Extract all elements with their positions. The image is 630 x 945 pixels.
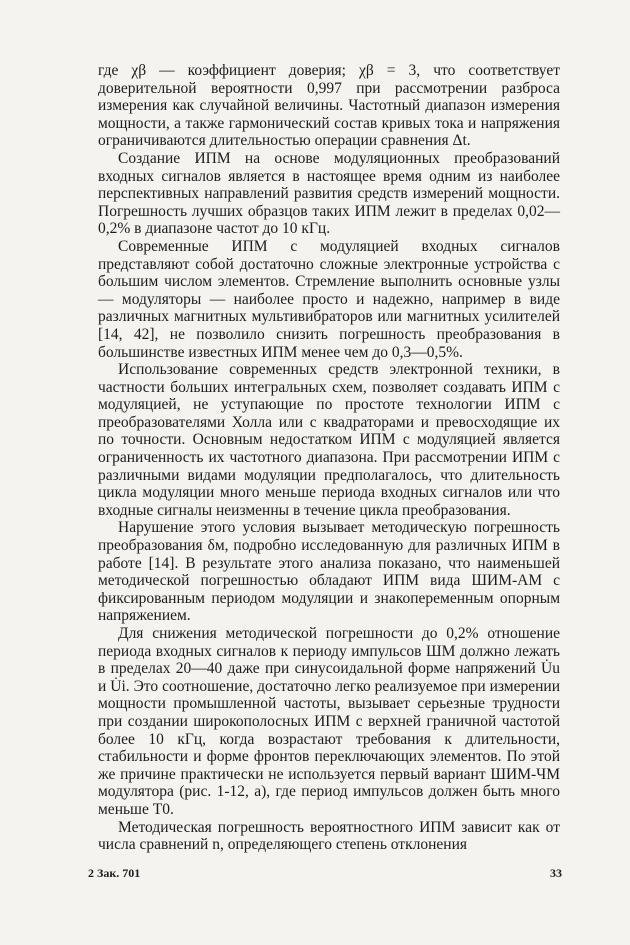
paragraph: Нарушение этого условия вызывает методическую погрешность преобразования δм, подробно исследованную для различных ИПМ в работе [14]. В результате этого анализа показано, что наименьшей методической погрешностью обладают ИПМ вида ШИМ-АМ с фиксированным периодом модуляции и знакопеременным опорным напряжением.: [98, 519, 560, 625]
paragraph: Использование современных средств электронной техники, в частности больших интегральных схем, позволяет создавать ИПМ с модуляцией, не уступающие по простоте технологии ИПМ с преобразователями Холла или с квадраторами и превосходящие их по точности. Основным недостатком ИПМ с модуляцией является ограниченность их частотного диапазона. При рассмотрении ИПМ с различными видами модуляции предполагалось, что длительность цикла модуляции много меньше периода входных сигналов или что входные сигналы неизменны в течение цикла преобразования.: [98, 361, 560, 519]
paragraph: Методическая погрешность вероятностного ИПМ зависит как от числа сравнений n, определяющего степень отклонения: [98, 818, 560, 854]
page-number: 33: [550, 866, 562, 880]
page-body: [98, 62, 560, 854]
paragraph: Современные ИПМ с модуляцией входных сигналов представляют собой достаточно сложные электронные устройства с большим числом элементов. Стремление выполнить основные узлы — модуляторы — наиболее просто и надежно, например в виде различных магнитных мультивибраторов или магнитных усилителей [14, 42], не позволило снизить погрешность преобразования в большинстве известных ИПМ менее чем до 0,3—0,5%.: [98, 237, 560, 361]
paragraph: Создание ИПМ на основе модуляционных преобразований входных сигналов является в настоящее время одним из наиболее перспективных направлений развития средств измерений мощности. Погрешность лучших образцов таких ИПМ лежит в пределах 0,02—0,2% в диапазоне частот до 10 кГц.: [98, 149, 560, 238]
printer-signature: 2 Зак. 701: [88, 866, 141, 880]
paragraph: где χβ — коэффициент доверия; χβ = 3, что соответствует доверительной вероятности 0,997 при рассмотрении разброса измерения как случайной величины. Частотный диапазон измерения мощности, а также гармонический состав кривых тока и напряжения ограничиваются длительностью операции сравнения Δt.: [98, 62, 560, 150]
paragraph: Для снижения методической погрешности до 0,2% отношение периода входных сигналов к периоду импульсов ШМ должно лежать в пределах 20—40 даже при синусоидальной форме напряжений U̇u и U̇i. Это соотношение, достаточно легко реализуемое при измерении мощности промышленной частоты, вызывает серьезные трудности при создании широкополосных ИПМ с верхней граничной частотой более 10 кГц, когда возрастают требования к длительности, стабильности и форме фронтов переключающих элементов. По этой же причине практически не используется первый вариант ШИМ-ЧМ модулятора (рис. 1-12, а), где период импульсов должен быть много меньше T0.: [98, 625, 560, 818]
